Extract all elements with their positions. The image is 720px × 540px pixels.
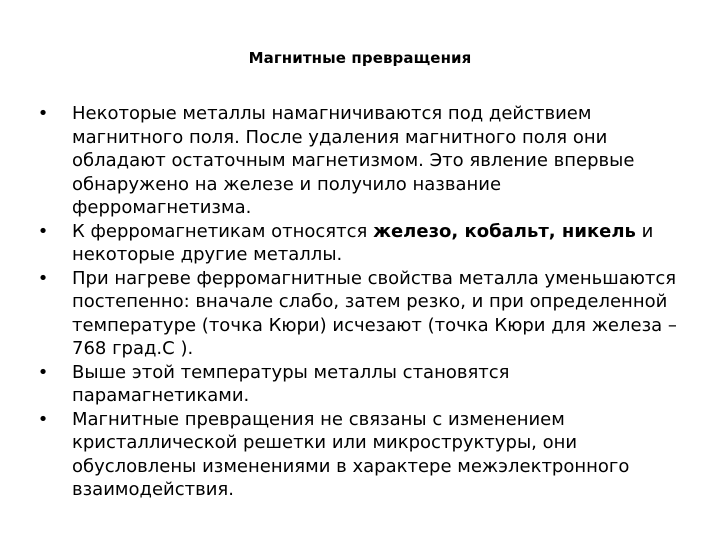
bullet-icon: •	[37, 361, 49, 383]
slide-title: Магнитные превращения	[248, 49, 472, 67]
bullet-item-ferromagnetic-metals	[36, 220, 686, 267]
bullet-item-electron-interaction	[36, 408, 686, 502]
bullet-text: Выше этой температуры металлы становятся парамагнетиками.	[72, 361, 510, 406]
bullet-text-before: К ферромагнетикам относятся	[72, 220, 374, 242]
bullet-text: При нагреве ферромагнитные свойства металла уменьшаются постепенно: вначале слабо, затем резко, и при определенной температуре (точка Кюри) исчезают (точка Кюри для железа –768 град.С ).	[72, 267, 677, 359]
bullet-item-ferromagnetism	[36, 102, 686, 220]
bullet-icon: •	[37, 103, 49, 124]
bullet-icon: •	[37, 220, 49, 242]
bullet-list	[36, 102, 686, 502]
bullet-item-paramagnetics	[36, 361, 686, 408]
bullet-text-after: и некоторые другие металлы.	[72, 220, 654, 265]
bullet-text-bold-metals: железо, кобальт, никель	[373, 220, 636, 242]
bullet-icon: •	[37, 408, 49, 430]
bullet-text: Магнитные превращения не связаны с изменением кристаллической решетки или микроструктуры, они обусловлены изменениями в характере межэлектронного взаимодействия.	[72, 408, 630, 500]
bullet-text: Некоторые металлы намагничиваются под действием магнитного поля. После удаления магнитного поля они обладают остаточным магнетизмом. Это явление впервые обнаружено на железе и получило название ферромагнетизма.	[72, 103, 635, 218]
bullet-item-curie-point	[36, 267, 686, 361]
bullet-icon: •	[37, 267, 49, 289]
